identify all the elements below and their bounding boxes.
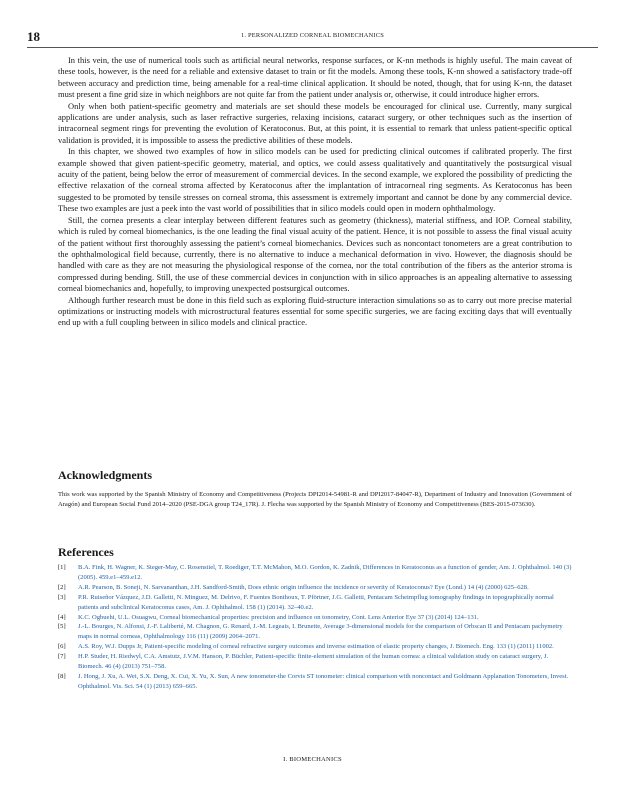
acknowledgments-text: This work was supported by the Spanish Ministry of Economy and Competitiveness (Projects DPI2014-54981-R and DPI2017-84047-R), Department of Industry and Innovation (Government of Aragón) and European Social Fund 2014–2020 (PSE-DGA group T24_17R). J. Flecha was supported by the Spanish Ministry of Economy and Competitiveness (BES-2015-073630). xyxy=(58,491,572,508)
reference-link[interactable]: J.-L. Bourges, N. Alfonsi, J.-F. Laliberté, M. Chagnon, G. Renard, J.-M. Legeais, I. Brunette, Average 3-dimensional models for the comparison of Orbscan II and Pentacam pachymetry maps in normal corneas, Ophthalmology 116 (11) (2009) 2064–2071. xyxy=(78,623,563,641)
reference-number: [7] xyxy=(58,653,66,661)
body-text xyxy=(58,55,572,329)
reference-number: [8] xyxy=(58,672,66,680)
reference-item xyxy=(58,622,572,642)
reference-link[interactable]: H.P. Studer, H. Riedwyl, C.A. Amstutz, J.V.M. Hanson, P. Büchler, Patient-specific finite-element simulation of the human cornea: a clinical validation study on cataract surgery, J. Biomech. 46 (4) (2013) 751–758. xyxy=(78,653,549,671)
page-number: 18 xyxy=(27,29,40,44)
page-header xyxy=(27,29,598,48)
reference-number: [5] xyxy=(58,623,66,631)
running-title: 1. PERSONALIZED CORNEAL BIOMECHANICS xyxy=(241,32,384,39)
references-heading: References xyxy=(58,545,114,559)
body-paragraph: In this chapter, we showed two examples of how in silico models can be used for predicting clinical outcomes if calibrated properly. The first example showed that given patient-specific geometry, material, and optics, we could assess qualitatively and quantitatively the postsurgical visual acuity of the patient, being below the error of measurement of commercial devices. In the second example, we explored the possibility of predicting the effective relaxation of the corneal stroma affected by Keratoconus after the implantation of intracorneal ring segments. As Keratoconus has been suggested to be promoted by tensile stresses on corneal stroma, this assessment is extremely important and cannot be done by any commercial device. These two examples are just a peek into the vast world of possibilities that in silico models could open in modern ophthalmology. xyxy=(58,146,572,214)
reference-item xyxy=(58,593,572,613)
reference-link[interactable]: B.A. Fink, H. Wagner, K. Steger-May, C. Rosenstiel, T. Roediger, T.T. McMahon, M.O. Gordon, K. Zadnik, Differences in Keratoconus as a function of gender, Am. J. Ophthalmol. 140 (3) (2005). 459.e1–459.e12. xyxy=(78,564,572,581)
reference-number: [1] xyxy=(58,564,66,571)
page-footer: I. BIOMECHANICS xyxy=(283,756,342,763)
reference-link[interactable]: A.R. Pearson, B. Soneji, N. Sarvananthan, J.H. Sandford-Smith, Does ethnic origin influence the incidence or severity of Keratoconus? Eye (Lond.) 14 (4) (2000) 625–628. xyxy=(78,583,529,591)
reference-item xyxy=(58,613,572,623)
reference-item xyxy=(58,642,572,652)
acknowledgments-heading: Acknowledgments xyxy=(58,468,153,482)
reference-number: [3] xyxy=(58,593,66,601)
reference-item xyxy=(58,672,572,692)
reference-list xyxy=(58,563,572,692)
reference-item xyxy=(58,563,572,583)
body-paragraph: Although further research must be done in this field such as exploring fluid-structure interaction simulations so as to carry out more precise material optimizations or instructing models with microstructural features essential for some specific surgeries, we are facing exciting days that will eventually end up with a full coupling between in silico models and clinical practice. xyxy=(58,294,572,328)
reference-link[interactable]: A.S. Roy, W.J. Dupps Jr, Patient-specific modeling of corneal refractive surgery outcomes and inverse estimation of elastic property changes, J. Biomech. Eng. 133 (1) (2011) 11002. xyxy=(78,643,554,651)
reference-item xyxy=(58,652,572,672)
body-paragraph: In this vein, the use of numerical tools such as artificial neural networks, response surfaces, or K-nn methods is highly useful. The main caveat of these tools, however, is the need for a reliable and extensive dataset to train or fit the models. Among these tools, K-nn showed a satisfactory trade-off between accuracy and prediction time, being amenable for a real-time clinical application. It should be noted, though, that for using K-nn, the dataset must present a fine grid size in which neighbors are not quite far from the patient under analysis or, otherwise, it could introduce higher errors. xyxy=(58,55,572,100)
reference-number: [4] xyxy=(58,613,66,621)
reference-link[interactable]: J. Hong, J. Xu, A. Wei, S.X. Deng, X. Cui, X. Yu, X. Sun, A new tonometer-the Corvis ST tonometer: clinical comparison with noncontact and Goldmann Applanation Tonometers, Invest. Ophthalmol. Vis. Sci. 54 (1) (2013) 659–665. xyxy=(78,672,569,690)
reference-item xyxy=(58,583,572,593)
reference-number: [2] xyxy=(58,583,66,591)
body-paragraph: Only when both patient-specific geometry and materials are set should these models be encouraged for clinical use. Currently, many surgical applications are under analysis, such as laser refractive surgeries, relaxing incisions, cataract surgery, or other techniques such as the insertion of intracorneal segment rings for preventing the evolution of Keratoconus. But, at this point, it is essential to remark that unless patient-specific optical validation is provided, it is impossible to assess the predictive abilities of these models. xyxy=(58,100,572,145)
reference-link[interactable]: K.C. Ogbuehi, U.L. Osuagwu, Corneal biomechanical properties: precision and influence on tonometry, Cont. Lens Anterior Eye 37 (3) (2014) 124–131. xyxy=(78,613,479,621)
body-paragraph: Still, the cornea presents a clear interplay between different features such as geometry (thickness), material stiffness, and IOP. Corneal stability, which is ruled by corneal biomechanics, is the one leading the final visual acuity of the patient. Hence, it is not possible to assess the final visual acuity of the patient without first thoroughly assessing the patient’s corneal biomechanics. Devices such as noncontact tonometers are a great contribution to the ophthalmological field because, currently, there is no alternative to induce a mechanical deformation in vivo. However, the diagnosis should be handled with care as they are not measuring the physiological response of the cornea, nor the total contribution of the fibers as the anterior stroma is compressed during bending. Still, the use of these commercial devices in conjunction with in silico approaches is an appealing alternative to assessing corneal biomechanics and, hopefully, to improving unexpected postsurgical outcomes. xyxy=(58,214,572,294)
reference-number: [6] xyxy=(58,643,66,651)
reference-link[interactable]: P.R. Ruiseñor Vázquez, J.D. Galletti, N. Minguez, M. Delrivo, F. Fuentes Bonthoux, T. Pförtner, J.G. Galletti, Pentacam Scheimpflug tomography findings in topographically normal patients and subclinical Keratoconus cases, Am. J. Ophthalmol. 158 (1) (2014). 32–40.e2. xyxy=(78,593,554,611)
